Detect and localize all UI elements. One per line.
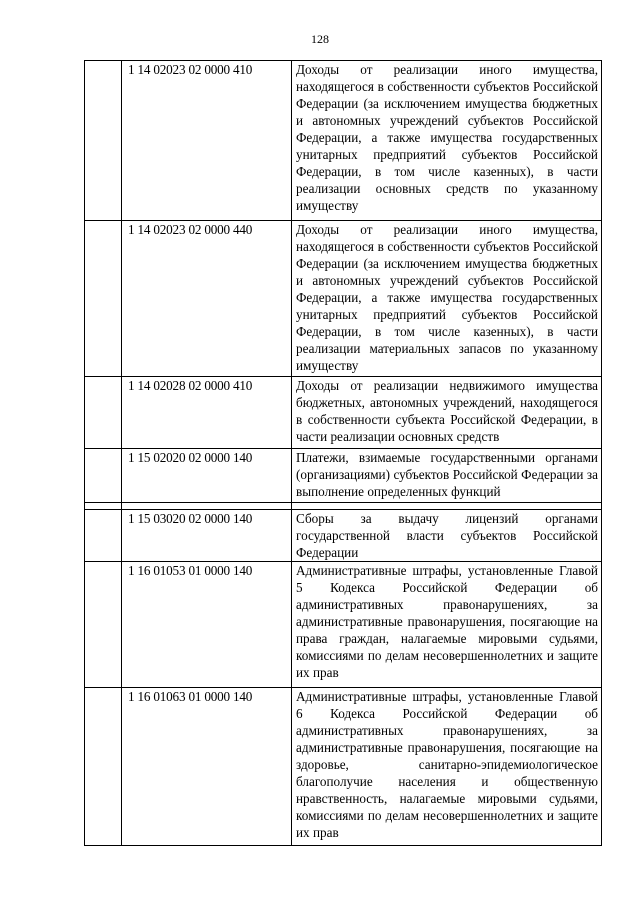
table-row bbox=[85, 221, 602, 377]
revenue-description-cell: Платежи, взимаемые государственными органами (организациями) субъектов Российской Федерации за выполнение определенных функций bbox=[292, 449, 602, 503]
table-row bbox=[85, 510, 602, 562]
table-row bbox=[85, 562, 602, 688]
table-row bbox=[85, 449, 602, 503]
empty-cell bbox=[85, 61, 122, 221]
revenue-code-cell: 1 14 02023 02 0000 410 bbox=[122, 61, 292, 221]
empty-cell bbox=[85, 221, 122, 377]
empty-cell bbox=[85, 510, 122, 562]
table-row bbox=[85, 688, 602, 846]
revenue-description-cell: Доходы от реализации иного имущества, находящегося в собственности субъектов Российской Федерации (за исключением имущества бюджетных и автономных учреждений субъектов Российской Федерации, а также имущества государственных унитарных предприятий субъектов Российской Федерации, в том числе казенных), в части реализации основных средств по указанному имуществу bbox=[292, 61, 602, 221]
revenue-codes-table bbox=[84, 60, 602, 846]
revenue-description-cell: Административные штрафы, установленные Главой 6 Кодекса Российской Федерации об административных правонарушениях, за административные правонарушения, посягающие на здоровье, санитарно-эпидемиологическое благополучие населения и общественную нравственность, налагаемые мировыми судьями, комиссиями по делам несовершеннолетних и защите их прав bbox=[292, 688, 602, 846]
revenue-code-cell: 1 15 03020 02 0000 140 bbox=[122, 510, 292, 562]
revenue-code-cell: 1 15 02020 02 0000 140 bbox=[122, 449, 292, 503]
revenue-description-cell: Доходы от реализации недвижимого имущества бюджетных, автономных учреждений, находящегося в собственности субъекта Российской Федерации, в части реализации основных средств bbox=[292, 377, 602, 449]
revenue-code-cell: 1 16 01063 01 0000 140 bbox=[122, 688, 292, 846]
revenue-code-cell: 1 14 02028 02 0000 410 bbox=[122, 377, 292, 449]
empty-cell bbox=[85, 562, 122, 688]
empty-cell bbox=[85, 377, 122, 449]
empty-cell bbox=[85, 449, 122, 503]
table-row bbox=[85, 61, 602, 221]
revenue-description-cell: Административные штрафы, установленные Главой 5 Кодекса Российской Федерации об административных правонарушениях, за административные правонарушения, посягающие на права граждан, налагаемые мировыми судьями, комиссиями по делам несовершеннолетних и защите их прав bbox=[292, 562, 602, 688]
row-gap bbox=[85, 503, 602, 510]
table-row bbox=[85, 377, 602, 449]
empty-cell bbox=[85, 688, 122, 846]
page-number: 128 bbox=[311, 32, 329, 46]
revenue-description-cell: Доходы от реализации иного имущества, находящегося в собственности субъектов Российской Федерации (за исключением имущества бюджетных и автономных учреждений субъектов Российской Федерации, а также имущества государственных унитарных предприятий субъектов Российской Федерации, в том числе казенных), в части реализации материальных запасов по указанному имуществу bbox=[292, 221, 602, 377]
revenue-description-cell: Сборы за выдачу лицензий органами государственной власти субъектов Российской Федерации bbox=[292, 510, 602, 562]
revenue-code-cell: 1 16 01053 01 0000 140 bbox=[122, 562, 292, 688]
revenue-code-cell: 1 14 02023 02 0000 440 bbox=[122, 221, 292, 377]
